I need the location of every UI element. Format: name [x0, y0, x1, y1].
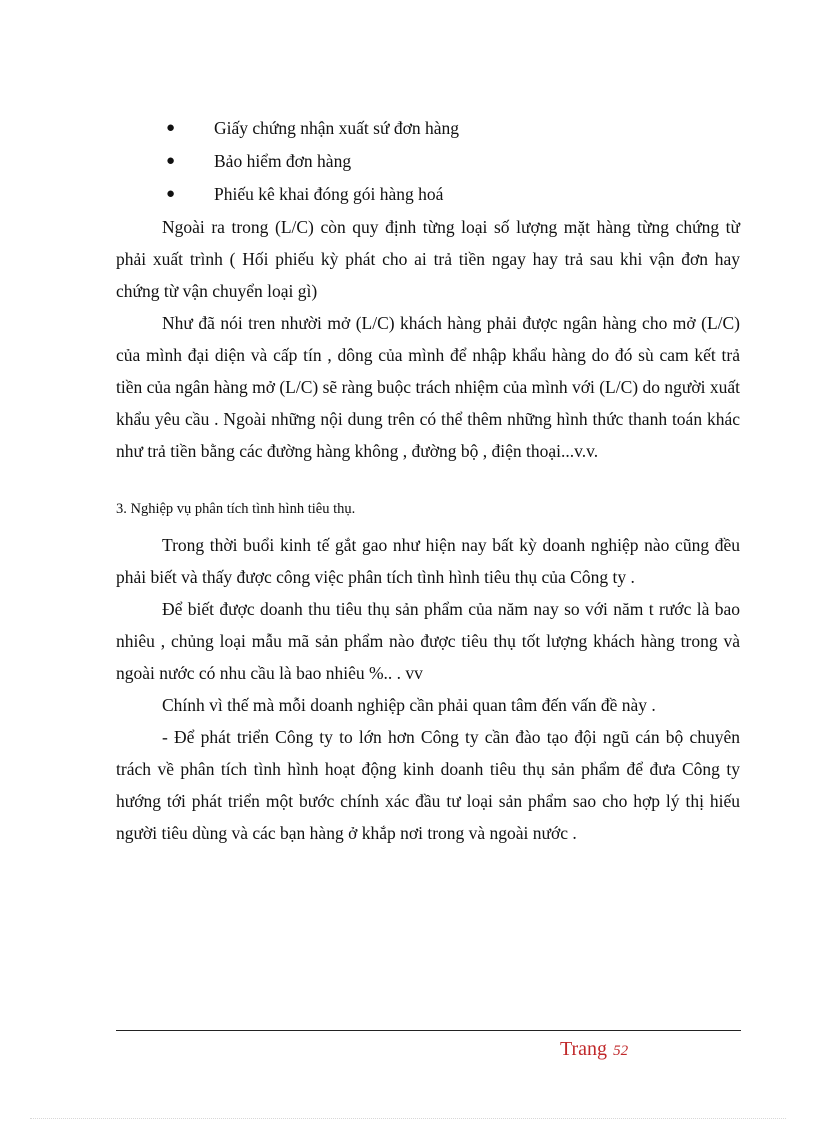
bullet-dot-icon: ●	[166, 153, 176, 169]
bullet-item	[116, 112, 740, 145]
paragraph-revenue: Để biết được doanh thu tiêu thụ sản phẩm của năm nay so với năm t rước là bao nhiêu , chủng loại mẫu mã sản phẩm nào được tiêu thụ tốt lượng khách hàng trong và ngoài nước có nhu cầu là bao nhiêu %.. . vv	[116, 599, 740, 683]
paragraph-section-intro: Trong thời buổi kinh tế gắt gao như hiện nay bất kỳ doanh nghiệp nào cũng đều phải biết và thấy được công việc phân tích tình hình tiêu thụ của Công ty .	[116, 535, 740, 587]
page-content	[116, 112, 740, 849]
paragraph-attention: Chính vì thế mà mỗi doanh nghiệp cần phải quan tâm đến vấn đề này .	[162, 695, 656, 715]
bullet-dot-icon: ●	[166, 120, 176, 136]
bullet-dot-icon: ●	[166, 186, 176, 202]
bullet-text: Bảo hiểm đơn hàng	[214, 151, 352, 171]
bullet-text: Phiếu kê khai đóng gói hàng hoá	[214, 184, 444, 204]
section-heading: 3. Nghiệp vụ phân tích tình hình tiêu thụ.	[116, 501, 356, 517]
paragraph-lc-documents: Ngoài ra trong (L/C) còn quy định từng loại số lượng mặt hàng từng chứng từ phải xuất trình ( Hối phiếu kỳ phát cho ai trả tiền ngay hay trả sau khi vận đơn hay chứng từ vận chuyển loại gì)	[116, 217, 740, 301]
page-bottom-border	[30, 1118, 786, 1119]
bullet-item	[116, 178, 740, 211]
paragraph-development: - Để phát triển Công ty to lớn hơn Công ty cần đào tạo đội ngũ cán bộ chuyên trách về phân tích tình hình hoạt động kinh doanh tiêu thụ sản phẩm để đưa Công ty hướng tới phát triển một bước chính xác đầu tư loại sản phẩm sao cho hợp lý thị hiếu người tiêu dùng và các bạn hàng ở khắp nơi trong và ngoài nước .	[116, 727, 740, 843]
page-number: 52	[613, 1043, 629, 1059]
footer-divider	[116, 1030, 741, 1031]
bullet-item	[116, 145, 740, 178]
bullet-list	[116, 112, 740, 211]
paragraph-lc-opener: Như đã nói tren nhười mở (L/C) khách hàng phải được ngân hàng cho mở (L/C) của mình đại diện và cấp tín , dông của mình để nhập khẩu hàng do đó sù cam kết trả tiền của ngân hàng mở (L/C) sẽ ràng buộc trách nhiệm của mình với (L/C) do người xuất khẩu yêu cầu . Ngoài những nội dung trên có thể thêm những hình thức thanh toán khác như trả tiền bằng các đường hàng không , đường bộ , điện thoại...v.v.	[116, 313, 740, 461]
page-label: Trang	[560, 1038, 608, 1060]
page-number-footer	[560, 1036, 628, 1064]
bullet-text: Giấy chứng nhận xuất sứ đơn hàng	[214, 118, 459, 138]
